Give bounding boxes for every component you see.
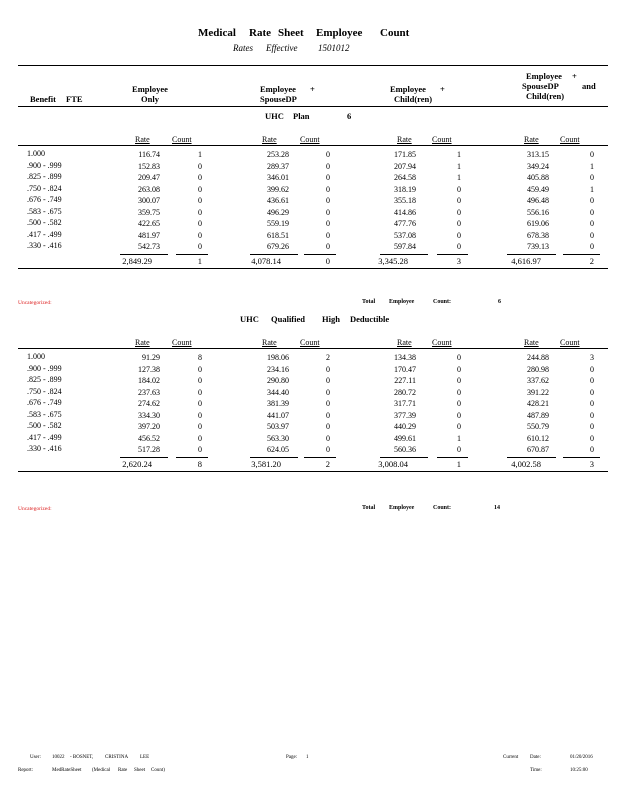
footer-time-label: Time: (530, 768, 542, 773)
footer-report-label: Report: (18, 768, 33, 773)
rate-cell: 346.01 (267, 173, 289, 182)
rate-cell: 560.36 (394, 445, 416, 454)
count-cell: 0 (198, 376, 202, 385)
section-title-word: UHC (240, 314, 259, 324)
rate-cell: 349.24 (527, 161, 549, 171)
rate-cell: 481.97 (138, 230, 160, 240)
count-cell: 0 (590, 242, 594, 251)
rate-cell: 456.52 (138, 433, 160, 443)
section-title (0, 111, 618, 123)
count-cell: 0 (326, 399, 330, 408)
header-line: Employee (132, 84, 168, 94)
total-label-word: Employee (389, 299, 415, 305)
title-word: Employee (316, 27, 363, 39)
rate-cell: 391.22 (527, 387, 549, 397)
rate-cell: 559.19 (267, 219, 289, 228)
uncategorized-label: Uncategorized: (18, 300, 52, 306)
fte-range-label: .583 - .675 (27, 206, 62, 216)
count-cell: 0 (590, 387, 594, 397)
count-cell: 0 (326, 422, 330, 431)
rate-cell: 313.15 (527, 150, 549, 159)
rate-cell: 496.48 (527, 196, 549, 205)
rate-cell: 207.94 (394, 161, 416, 171)
rate-total: 4,078.14 (251, 255, 281, 266)
fte-range-label: .500 - .582 (27, 421, 62, 430)
rate-cell: 355.18 (394, 196, 416, 205)
rate-cell: 499.61 (394, 433, 416, 443)
effective-date: 1501012 (318, 43, 350, 53)
footer-report-desc: (Medical (92, 768, 111, 773)
subtotal-rule (176, 457, 208, 458)
title-word: Medical (198, 27, 236, 39)
count-cell: 2 (326, 353, 330, 362)
rate-total: 3,581.20 (251, 458, 281, 469)
count-cell: 0 (590, 376, 594, 385)
total-label-word: Count: (433, 299, 452, 305)
rate-cell: 678.38 (527, 230, 549, 240)
rate-cell: 237.63 (138, 387, 160, 397)
count-cell: 0 (457, 219, 461, 228)
count-column-header: Count (560, 338, 580, 347)
footer-user-first: CRISTINA (105, 755, 129, 760)
count-total: 8 (197, 458, 202, 469)
rate-cell: 422.65 (138, 219, 160, 228)
header-line: Child(ren) (394, 94, 433, 104)
count-cell: 0 (590, 364, 594, 374)
count-cell: 0 (590, 433, 594, 443)
count-cell: 0 (457, 364, 461, 374)
rate-cell: 477.76 (394, 219, 416, 228)
count-cell: 0 (198, 173, 202, 182)
count-cell: 1 (457, 150, 461, 159)
fte-range-label: .417 - .499 (27, 432, 62, 442)
count-cell: 0 (590, 150, 594, 159)
rate-cell: 317.71 (394, 399, 416, 408)
rate-cell: 318.19 (394, 184, 416, 194)
rate-cell: 337.62 (527, 376, 549, 385)
emp-child-header (376, 84, 466, 104)
section-title-word: Deductible (350, 314, 390, 324)
fte-range-label: .750 - .824 (27, 183, 62, 193)
fte-range-label: .583 - .675 (27, 409, 62, 419)
total-label-word: Count: (433, 505, 452, 511)
section-title-word: UHC (265, 111, 284, 121)
count-cell: 0 (326, 207, 330, 217)
count-cell: 0 (590, 219, 594, 228)
count-cell: 0 (326, 173, 330, 182)
rate-cell: 344.40 (267, 387, 289, 397)
rate-cell: 244.88 (527, 353, 549, 362)
rate-cell: 334.30 (138, 410, 160, 420)
rate-cell: 441.07 (267, 410, 289, 420)
total-label-word: Total (362, 505, 376, 511)
count-cell: 1 (457, 173, 461, 182)
count-cell: 0 (590, 399, 594, 408)
rate-cell: 496.29 (267, 207, 289, 217)
subtotal-rule (250, 254, 298, 255)
rate-cell: 517.28 (138, 445, 160, 454)
count-cell: 0 (326, 364, 330, 374)
count-cell: 0 (198, 433, 202, 443)
footer-report-desc: Sheet (134, 768, 146, 773)
section-title-word: Plan (293, 111, 310, 121)
header-line: Employee (260, 84, 296, 94)
count-cell: 0 (457, 196, 461, 205)
count-cell: 0 (198, 242, 202, 251)
fte-range-label: 1.000 (27, 149, 45, 158)
rate-cell: 263.08 (138, 184, 160, 194)
count-column-header: Count (560, 135, 580, 144)
total-count-value: 14 (494, 505, 500, 511)
uncategorized-label: Uncategorized: (18, 506, 52, 512)
rate-column-header: Rate (262, 338, 277, 347)
count-cell: 0 (198, 207, 202, 217)
count-column-header: Count (172, 338, 192, 347)
rate-total: 4,002.58 (511, 458, 541, 469)
rate-cell: 436.61 (267, 196, 289, 205)
rate-cell: 399.62 (267, 184, 289, 194)
count-cell: 0 (326, 376, 330, 385)
report-title (0, 27, 618, 41)
rate-cell: 624.05 (267, 445, 289, 454)
rate-cell: 184.02 (138, 376, 160, 385)
header-line: + (440, 84, 445, 94)
header-line: and (582, 81, 596, 91)
footer-user-label: User: (30, 755, 41, 760)
total-label-word: Total (362, 299, 376, 305)
header-top-rule (18, 65, 608, 66)
count-cell: 0 (198, 196, 202, 205)
section-title-word: High (322, 314, 340, 324)
header-line: Child(ren) (526, 91, 565, 101)
rate-cell: 280.72 (394, 387, 416, 397)
footer-report-name: MedRateSheet (52, 768, 82, 773)
footer-time: 10:25:00 (570, 768, 588, 773)
rate-cell: 289.37 (267, 161, 289, 171)
count-cell: 0 (457, 207, 461, 217)
count-cell: 0 (590, 410, 594, 420)
count-total: 1 (197, 255, 202, 266)
rate-cell: 619.06 (527, 219, 549, 228)
rate-cell: 428.21 (527, 399, 549, 408)
footer-date-label: Date: (530, 755, 541, 760)
count-total: 3 (456, 255, 461, 266)
emp-family-header (500, 71, 600, 101)
footer-user-id: 10022 (52, 755, 65, 760)
rate-column-header: Rate (135, 338, 150, 347)
rate-cell: 171.85 (394, 150, 416, 159)
rate-total: 3,345.28 (378, 255, 408, 266)
fte-header: FTE (66, 94, 83, 104)
column-header-rule (18, 145, 608, 146)
subtotal-rule (437, 457, 468, 458)
count-cell: 1 (457, 161, 461, 171)
rate-total: 4,616.97 (511, 255, 541, 266)
count-cell: 0 (326, 219, 330, 228)
count-cell: 0 (590, 207, 594, 217)
total-count-value: 6 (498, 299, 501, 305)
rate-cell: 381.39 (267, 399, 289, 408)
count-cell: 0 (198, 399, 202, 408)
count-cell: 0 (326, 230, 330, 240)
footer-report-desc: Count) (151, 768, 165, 773)
count-cell: 0 (457, 353, 461, 362)
emp-only-header (120, 84, 180, 104)
count-cell: 0 (198, 230, 202, 240)
rate-cell: 487.89 (527, 410, 549, 420)
total-employee-count (0, 299, 618, 309)
rate-column-header: Rate (135, 135, 150, 144)
rate-total: 3,008.04 (378, 458, 408, 469)
count-cell: 0 (326, 410, 330, 420)
rate-cell: 264.58 (394, 173, 416, 182)
fte-range-label: .330 - .416 (27, 444, 62, 453)
header-line: Only (141, 94, 159, 104)
rate-cell: 542.73 (138, 242, 160, 251)
count-cell: 1 (590, 184, 594, 194)
footer-report-desc: Rate (118, 768, 128, 773)
count-cell: 0 (198, 184, 202, 194)
count-cell: 0 (326, 196, 330, 205)
rate-cell: 597.84 (394, 242, 416, 251)
subtotal-rule (304, 254, 336, 255)
footer-user-middle: LEE (140, 755, 150, 760)
rate-cell: 274.62 (138, 399, 160, 408)
footer-date: 01/20/2016 (570, 755, 593, 760)
rate-cell: 280.98 (527, 364, 549, 374)
rate-cell: 459.49 (527, 184, 549, 194)
count-cell: 0 (457, 387, 461, 397)
header-line: + (310, 84, 315, 94)
subtotal-rule (250, 457, 298, 458)
total-label-word: Employee (389, 505, 415, 511)
count-cell: 0 (326, 433, 330, 443)
rate-cell: 550.79 (527, 422, 549, 431)
rate-cell: 563.30 (267, 433, 289, 443)
rate-cell: 198.06 (267, 353, 289, 362)
fte-range-label: .330 - .416 (27, 241, 62, 250)
header-line: + (572, 71, 577, 81)
rate-cell: 290.80 (267, 376, 289, 385)
count-cell: 0 (590, 173, 594, 182)
count-cell: 0 (198, 387, 202, 397)
fte-range-label: 1.000 (27, 352, 45, 361)
footer-page-number: 1 (306, 755, 309, 760)
rate-cell: 91.29 (142, 353, 160, 362)
rate-cell: 610.12 (527, 433, 549, 443)
count-column-header: Count (300, 338, 320, 347)
fte-range-label: .900 - .999 (27, 363, 62, 373)
count-column-header: Count (432, 135, 452, 144)
subtotal-rule (563, 254, 600, 255)
fte-range-label: .417 - .499 (27, 229, 62, 239)
subtotal-rule (507, 254, 556, 255)
rate-cell: 618.51 (267, 230, 289, 240)
fte-range-label: .900 - .999 (27, 160, 62, 170)
header-line: Employee (526, 71, 562, 81)
header-line: SpouseDP (260, 94, 297, 104)
count-total: 2 (325, 458, 330, 469)
count-total: 0 (325, 255, 330, 266)
count-cell: 0 (198, 161, 202, 171)
fte-range-label: .500 - .582 (27, 218, 62, 227)
count-cell: 0 (457, 422, 461, 431)
count-cell: 0 (198, 445, 202, 454)
count-cell: 0 (457, 242, 461, 251)
rate-column-header: Rate (262, 135, 277, 144)
count-cell: 0 (198, 364, 202, 374)
rate-cell: 377.39 (394, 410, 416, 420)
count-cell: 0 (326, 242, 330, 251)
title-word: Count (380, 27, 410, 39)
title-word: Sheet (278, 27, 304, 39)
section-title (0, 314, 618, 326)
count-cell: 0 (198, 410, 202, 420)
count-cell: 0 (457, 445, 461, 454)
subtitle-word: Rates (233, 43, 253, 53)
count-cell: 8 (198, 353, 202, 362)
title-word: Rate (249, 27, 271, 39)
count-cell: 1 (457, 433, 461, 443)
rate-cell: 359.75 (138, 207, 160, 217)
fte-range-label: .825 - .899 (27, 172, 62, 181)
footer-user-name: - BOSNET, (70, 755, 94, 760)
header-bottom-rule (18, 106, 608, 107)
total-employee-count (0, 505, 618, 515)
rate-column-header: Rate (524, 338, 539, 347)
subtotal-rule (304, 457, 336, 458)
subtotal-rule (176, 254, 208, 255)
subtotal-rule (380, 457, 428, 458)
rate-cell: 253.28 (267, 150, 289, 159)
count-cell: 3 (590, 353, 594, 362)
subtotal-rule (507, 457, 556, 458)
count-cell: 1 (198, 150, 202, 159)
rate-cell: 405.88 (527, 173, 549, 182)
count-cell: 0 (326, 387, 330, 397)
count-cell: 0 (457, 184, 461, 194)
rate-cell: 116.74 (138, 150, 160, 159)
rate-cell: 300.07 (138, 196, 160, 205)
count-cell: 0 (198, 219, 202, 228)
count-cell: 0 (590, 230, 594, 240)
count-cell: 0 (590, 196, 594, 205)
rate-cell: 739.13 (527, 242, 549, 251)
rate-cell: 209.47 (138, 173, 160, 182)
rate-cell: 556.16 (527, 207, 549, 217)
count-cell: 0 (590, 422, 594, 431)
count-cell: 0 (326, 161, 330, 171)
rate-cell: 670.87 (527, 445, 549, 454)
rate-cell: 227.11 (394, 376, 416, 385)
footer-page-label: Page: (286, 755, 298, 760)
rate-cell: 234.16 (267, 364, 289, 374)
section-title-word: Qualified (271, 314, 306, 324)
count-column-header: Count (432, 338, 452, 347)
subtotal-rule (120, 254, 168, 255)
fte-range-label: .750 - .824 (27, 386, 62, 396)
count-cell: 0 (590, 445, 594, 454)
count-cell: 0 (326, 150, 330, 159)
section-title-word: 6 (347, 111, 352, 121)
subtotal-rule (120, 457, 168, 458)
section-bottom-rule (18, 268, 608, 269)
count-column-header: Count (300, 135, 320, 144)
subtotal-rule (380, 254, 428, 255)
header-line: SpouseDP (522, 81, 559, 91)
count-total: 2 (589, 255, 594, 266)
count-total: 3 (589, 458, 594, 469)
column-header-rule (18, 348, 608, 349)
fte-range-label: .825 - .899 (27, 375, 62, 384)
rate-total: 2,849.29 (122, 255, 152, 266)
rate-cell: 127.38 (138, 364, 160, 374)
count-cell: 1 (590, 161, 594, 171)
rate-cell: 134.38 (394, 353, 416, 362)
rate-cell: 170.47 (394, 364, 416, 374)
section-bottom-rule (18, 471, 608, 472)
rate-cell: 152.83 (138, 161, 160, 171)
rate-cell: 503.97 (267, 422, 289, 431)
benefit-header: Benefit (30, 94, 56, 104)
rate-cell: 537.08 (394, 230, 416, 240)
rate-column-header: Rate (397, 135, 412, 144)
count-cell: 0 (326, 445, 330, 454)
count-cell: 0 (457, 230, 461, 240)
rate-cell: 414.86 (394, 207, 416, 217)
footer-current-label: Current (503, 755, 519, 760)
count-cell: 0 (457, 410, 461, 420)
rate-cell: 679.26 (267, 242, 289, 251)
rate-column-header: Rate (397, 338, 412, 347)
rate-cell: 397.20 (138, 422, 160, 431)
count-cell: 0 (326, 184, 330, 194)
fte-range-label: .676 - .749 (27, 398, 62, 407)
subtitle-word: Effective (266, 43, 298, 53)
count-cell: 0 (457, 399, 461, 408)
rate-total: 2,620.24 (122, 458, 152, 469)
subtotal-rule (563, 457, 600, 458)
emp-spouse-header (248, 84, 338, 104)
count-cell: 0 (198, 422, 202, 431)
subtotal-rule (437, 254, 468, 255)
count-cell: 0 (457, 376, 461, 385)
rate-column-header: Rate (524, 135, 539, 144)
fte-range-label: .676 - .749 (27, 195, 62, 204)
count-column-header: Count (172, 135, 192, 144)
rate-cell: 440.29 (394, 422, 416, 431)
header-line: Employee (390, 84, 426, 94)
count-total: 1 (456, 458, 461, 469)
